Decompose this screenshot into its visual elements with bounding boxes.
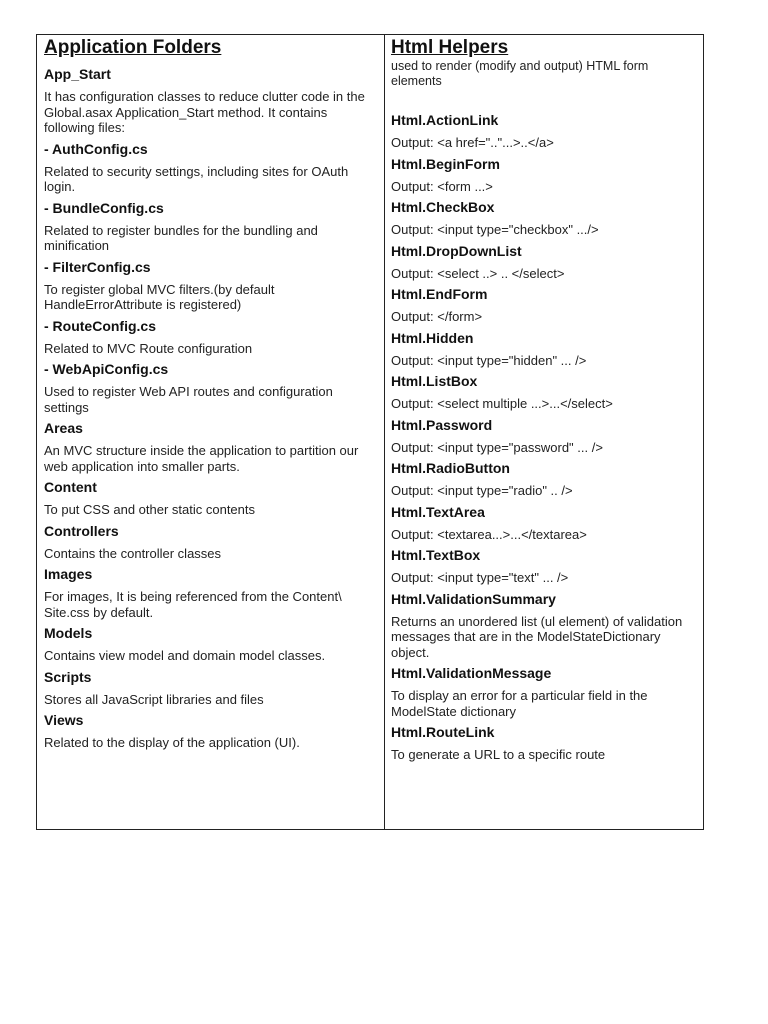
helper-output: Output: <input type="hidden" ... /> [391, 352, 587, 368]
folder-name: - WebApiConfig.cs [44, 361, 169, 377]
folder-name: Content [44, 479, 97, 495]
helper-output: To generate a URL to a specific route [391, 747, 606, 762]
helper-name: Html.RadioButton [391, 460, 510, 476]
application-folders-column [37, 35, 385, 829]
helper-name: Html.BeginForm [391, 155, 500, 172]
helper-name: Html.RouteLink [391, 724, 495, 740]
folder-list [44, 66, 378, 751]
html-helpers-column [385, 35, 703, 829]
folder-description: Contains the controller classes [44, 545, 222, 561]
helper-name: Html.CheckBox [391, 199, 495, 215]
folder-name: Scripts [44, 668, 92, 685]
helper-name: Html.Password [391, 416, 493, 433]
helper-output: Output: <select ..> .. </select> [391, 265, 565, 281]
helper-output: Returns an unordered list (ul element) of validation messages that are in the ModelStateDictionary object. [391, 613, 683, 660]
folder-description: Related to MVC Route configuration [44, 340, 253, 356]
helper-name: Html.TextBox [391, 547, 481, 563]
folder-name: - AuthConfig.cs [44, 140, 148, 157]
folder-name: Controllers [44, 522, 119, 539]
folder-description: Related to the display of the application (UI). [44, 735, 300, 750]
helper-name: Html.ListBox [391, 373, 478, 389]
folder-description: Stores all JavaScript libraries and files [44, 691, 264, 707]
helper-output: Output: <input type="text" ... /> [391, 570, 569, 585]
folder-name: - FilterConfig.cs [44, 258, 151, 275]
folder-description: Used to register Web API routes and configuration settings [44, 384, 333, 415]
helper-output: Output: <input type="password" ... /> [391, 439, 603, 455]
helper-output: Output: <input type="checkbox" .../> [391, 222, 599, 237]
helper-name: Html.ActionLink [391, 112, 499, 128]
helper-name: Html.Hidden [391, 329, 474, 346]
application-folders-title: Application Folders [44, 37, 222, 58]
helper-output: To display an error for a particular field in the ModelState dictionary [391, 688, 648, 719]
reference-table [36, 34, 704, 830]
html-helpers-title: Html Helpers [391, 37, 509, 58]
folder-description: To put CSS and other static contents [44, 502, 256, 517]
helper-name: Html.ValidationMessage [391, 665, 552, 681]
helper-output: Output: <textarea...>...</textarea> [391, 526, 587, 542]
helper-output: Output: <form ...> [391, 178, 493, 194]
folder-name: Views [44, 712, 84, 728]
folder-description: Related to register bundles for the bundling and minification [44, 222, 318, 253]
folder-name: - RouteConfig.cs [44, 317, 156, 334]
folder-name: Areas [44, 420, 83, 436]
helper-name: Html.ValidationSummary [391, 590, 556, 607]
folder-description: It has configuration classes to reduce clutter code in the Global.asax Application_Start method. It contains following files: [44, 89, 365, 135]
helper-output: Output: <select multiple ...>...</select> [391, 396, 613, 411]
helper-output: Output: </form> [391, 309, 483, 324]
helper-name: Html.DropDownList [391, 242, 522, 259]
helper-output: Output: <input type="radio" .. /> [391, 483, 573, 498]
helper-output: Output: <a href=".."...>..</a> [391, 135, 554, 150]
folder-name: - BundleConfig.cs [44, 199, 164, 216]
helper-list [391, 112, 697, 763]
helper-name: Html.TextArea [391, 503, 485, 520]
folder-description: An MVC structure inside the application to partition our web application into smaller parts. [44, 443, 359, 474]
folder-description: Related to security settings, including sites for OAuth login. [44, 163, 349, 194]
folder-name: App_Start [44, 66, 111, 82]
folder-description: Contains view model and domain model classes. [44, 648, 326, 663]
folder-name: Images [44, 566, 93, 582]
folder-description: To register global MVC filters.(by default HandleErrorAttribute is registered) [44, 281, 275, 312]
helper-name: Html.EndForm [391, 286, 488, 302]
html-helpers-intro: used to render (modify and output) HTML form elements [391, 59, 649, 88]
folder-description: For images, It is being referenced from the Content\ Site.css by default. [44, 589, 342, 620]
folder-name: Models [44, 625, 93, 641]
